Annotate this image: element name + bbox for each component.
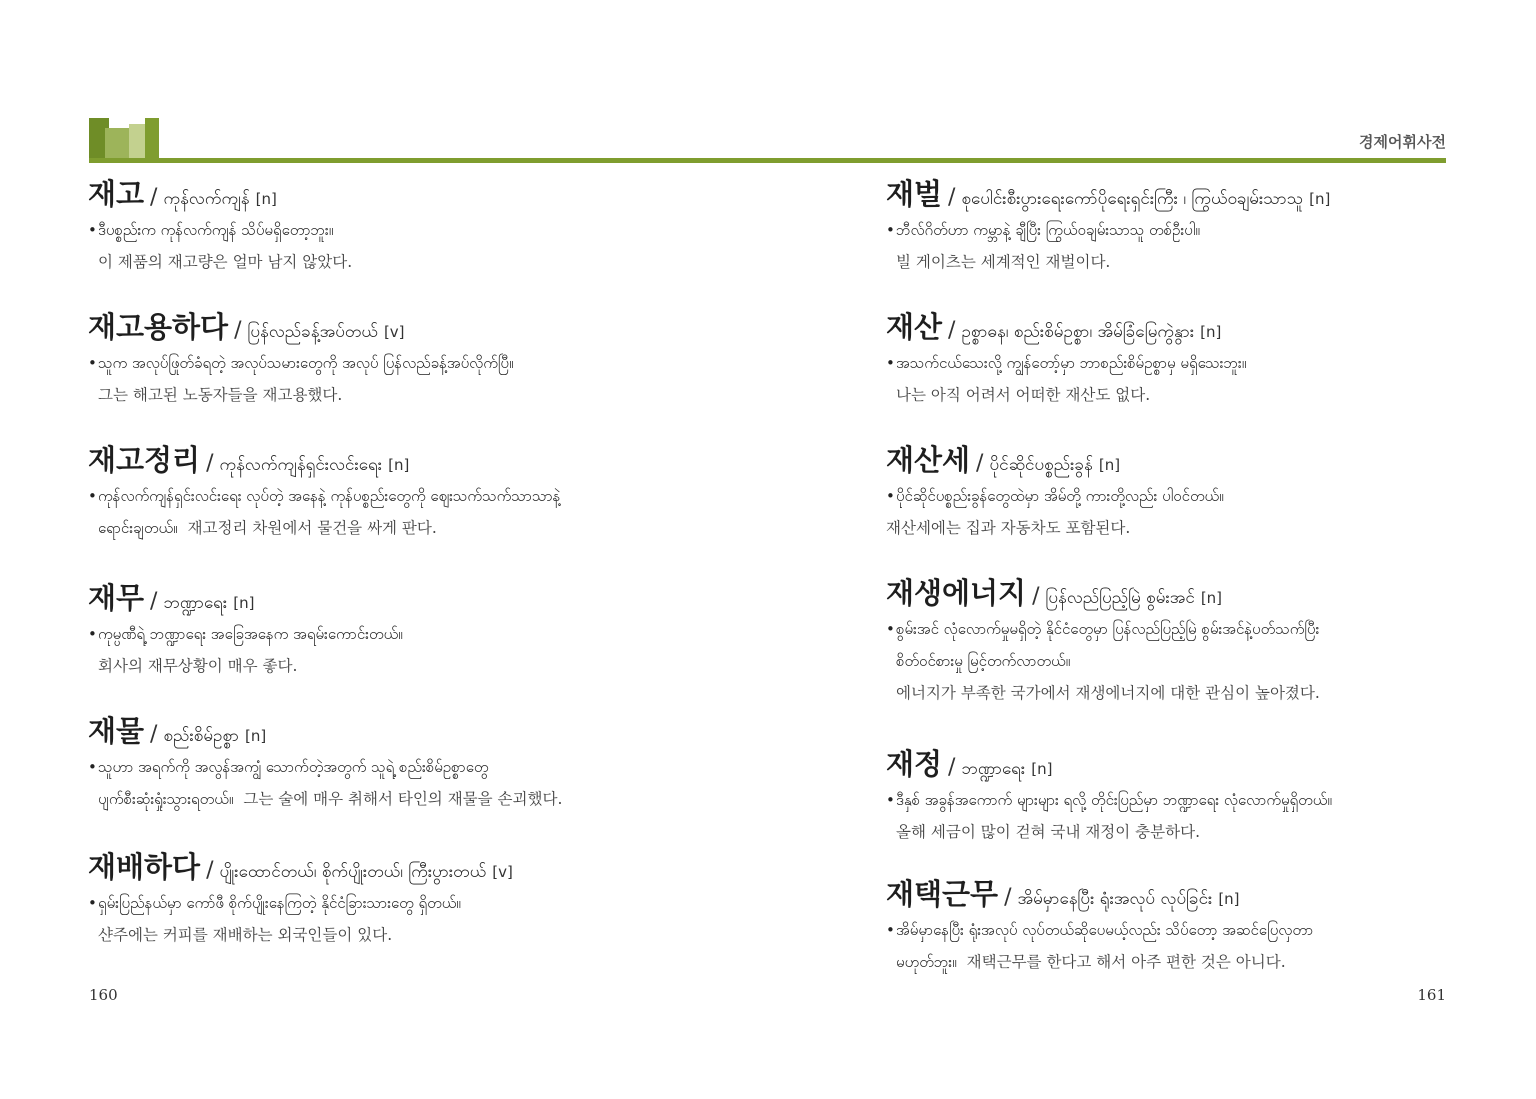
headword: 재물 xyxy=(88,714,145,748)
dictionary-entry xyxy=(88,440,768,544)
entry-headline xyxy=(88,711,768,751)
translation: ကုန်လက်ကျန် xyxy=(163,189,250,209)
example-burmese: •ကုန်လက်ကျန်ရှင်းလင်းရေး လုပ်တဲ့ အနေနဲ့ ကုန်ပစ္စည်းတွေကို ဈေးသက်သက်သာသာနဲ့ xyxy=(88,480,768,512)
entry-headline xyxy=(88,847,768,887)
entry-headline xyxy=(886,744,1536,784)
separator: / xyxy=(206,858,214,883)
dictionary-entry xyxy=(886,307,1536,411)
deco-block xyxy=(105,128,131,160)
bullet: • xyxy=(886,354,895,372)
separator: / xyxy=(948,318,956,343)
part-of-speech: [n] xyxy=(255,190,277,208)
example-korean: 재산세에는 집과 자동차도 포함된다. xyxy=(886,519,1131,537)
part-of-speech: [v] xyxy=(492,863,513,881)
separator: / xyxy=(948,185,956,210)
entry-headline xyxy=(886,573,1536,613)
entry-headline xyxy=(88,578,768,618)
translation: ပြန်လည်ခန့်အပ်တယ် xyxy=(247,322,378,342)
dictionary-entry xyxy=(886,573,1536,709)
translation: ပိုင်ဆိုင်ပစ္စည်းခွန် xyxy=(989,455,1093,475)
entry-headline xyxy=(88,174,768,214)
dictionary-entry xyxy=(88,578,768,682)
example-korean: 에너지가 부족한 국가에서 재생에너지에 대한 관심이 높아졌다. xyxy=(896,684,1320,702)
part-of-speech: [v] xyxy=(383,323,405,341)
translation: ပျိုးထောင်တယ်၊ စိုက်ပျိုးတယ်၊ ကြီးပွားတယ် xyxy=(219,862,487,882)
example-burmese: •စွမ်းအင် လုံလောက်မှုမရှိတဲ့ နိုင်ငံတွေမှာ ပြန်လည်ပြည့်မြဲ စွမ်းအင်နဲ့ပတ်သက်ပြီး xyxy=(886,613,1536,645)
headword: 재고정리 xyxy=(88,443,201,477)
example-burmese: •ဒီနှစ် အခွန်အကောက် များများ ရလို့ တိုင်းပြည်မှာ ဘဏ္ဍာရေး လုံလောက်မှုရှိတယ်။ xyxy=(886,784,1536,816)
part-of-speech: [n] xyxy=(233,594,255,612)
entry-headline xyxy=(886,174,1536,214)
separator: / xyxy=(1032,584,1040,609)
headword: 재벌 xyxy=(886,177,943,211)
example-burmese: •ဘီလ်ဂိတ်ဟာ ကမ္ဘာနဲ့ ချီပြီး ကြွယ်ဝချမ်းသာသူ တစ်ဦးပါ။ xyxy=(886,214,1536,246)
translation: စုပေါင်းစီးပွားရေးကော်ပိုရေးရှင်းကြီး ၊ ကြွယ်ဝချမ်းသာသူ xyxy=(961,189,1304,209)
dictionary-entry xyxy=(886,440,1536,544)
example-burmese: •ပိုင်ဆိုင်ပစ္စည်းခွန်တွေထဲမှာ အိမ်တို့ ကားတို့လည်း ပါဝင်တယ်။ xyxy=(886,480,1536,512)
part-of-speech: [n] xyxy=(1218,890,1240,908)
bullet: • xyxy=(886,791,895,809)
dictionary-entry xyxy=(886,174,1536,278)
separator: / xyxy=(150,722,158,747)
example-korean: 그는 술에 매우 취해서 타인의 재물을 손괴했다. xyxy=(243,790,563,808)
bullet: • xyxy=(886,620,895,638)
translation: ပြန်လည်ပြည့်မြဲ စွမ်းအင် xyxy=(1045,588,1195,608)
translation: စည်းစိမ်ဥစ္စာ xyxy=(163,726,240,746)
translation: ဘဏ္ဍာရေး xyxy=(163,593,228,613)
dictionary-entry xyxy=(88,847,768,951)
part-of-speech: [n] xyxy=(388,456,410,474)
entry-headline xyxy=(886,307,1536,347)
example-burmese-continued: ရောင်းချတယ်။ 재고정리 차원에서 물건을 싸게 판다. xyxy=(98,519,437,537)
page-number-left: 160 xyxy=(89,986,118,1004)
separator: / xyxy=(206,451,214,476)
bullet: • xyxy=(886,221,895,239)
deco-block xyxy=(145,118,159,160)
example-korean: 그는 해고된 노동자들을 재고용했다. xyxy=(98,386,343,404)
part-of-speech: [n] xyxy=(245,727,267,745)
translation: အိမ်မှာနေပြီး ရုံးအလုပ် လုပ်ခြင်း xyxy=(1017,889,1213,909)
separator: / xyxy=(150,185,158,210)
example-burmese: •ကုမ္ပဏီရဲ့ ဘဏ္ဍာရေး အခြေအနေက အရမ်းကောင်းတယ်။ xyxy=(88,618,768,650)
dictionary-entry xyxy=(88,711,768,815)
separator: / xyxy=(234,318,242,343)
example-burmese-continued: ပျက်စီးဆုံးရှုံးသွားရတယ်။ 그는 술에 매우 취해서 타인의 재물을 손괴했다. xyxy=(98,790,563,808)
example-korean: 이 제품의 재고량은 얼마 남지 않았다. xyxy=(98,253,353,271)
bullet: • xyxy=(88,758,97,776)
example-burmese-continued: မဟုတ်ဘူး။ 재택근무를 한다고 해서 아주 편한 것은 아니다. xyxy=(896,953,1286,971)
translation: ကုန်လက်ကျန်ရှင်းလင်းရေး xyxy=(219,455,383,475)
example-burmese-continued: စိတ်ဝင်စားမှု မြင့်တက်လာတယ်။ xyxy=(896,652,1071,670)
book-title: 경제어휘사전 xyxy=(1359,133,1446,151)
example-korean: 올해 세금이 많이 걷혀 국내 재정이 충분하다. xyxy=(896,823,1201,841)
separator: / xyxy=(976,451,984,476)
example-burmese: •သူဟာ အရက်ကို အလွန်အကျွံ သောက်တဲ့အတွက် သူရဲ့ စည်းစိမ်ဥစ္စာတွေ xyxy=(88,751,768,783)
example-korean: 빌 게이츠는 세계적인 재벌이다. xyxy=(896,253,1111,271)
header-rule xyxy=(89,158,1446,163)
example-burmese: •အိမ်မှာနေပြီး ရုံးအလုပ် လုပ်တယ်ဆိုပေမယ့်လည်း သိပ်တော့ အဆင်ပြေလှတာ xyxy=(886,914,1536,946)
example-burmese: •ရှမ်းပြည်နယ်မှာ ကော်ဖီ စိုက်ပျိုးနေကြတဲ့ နိုင်ငံခြားသားတွေ ရှိတယ်။ xyxy=(88,887,768,919)
headword: 재산세 xyxy=(886,443,971,477)
part-of-speech: [n] xyxy=(1098,456,1121,474)
example-korean: 회사의 재무상황이 매우 좋다. xyxy=(98,657,298,675)
part-of-speech: [n] xyxy=(1031,760,1053,778)
example-burmese: •ဒီပစ္စည်းက ကုန်လက်ကျန် သိပ်မရှိတော့ဘူး။ xyxy=(88,214,768,246)
bullet: • xyxy=(88,625,97,643)
separator: / xyxy=(1004,885,1012,910)
part-of-speech: [n] xyxy=(1200,589,1223,607)
example-korean: 재고정리 차원에서 물건을 싸게 판다. xyxy=(187,519,437,537)
dictionary-entry xyxy=(88,174,768,278)
bullet: • xyxy=(88,487,97,505)
headword: 재산 xyxy=(886,310,943,344)
entry-headline xyxy=(886,440,1536,480)
bullet: • xyxy=(88,354,97,372)
example-burmese: •သူက အလုပ်ဖြုတ်ခံရတဲ့ အလုပ်သမားတွေကို အလုပ် ပြန်လည်ခန့်အပ်လိုက်ပြီ။ xyxy=(88,347,768,379)
part-of-speech: [n] xyxy=(1309,190,1331,208)
example-korean: 나는 아직 어려서 어떠한 재산도 없다. xyxy=(896,386,1151,404)
entry-headline xyxy=(886,874,1536,914)
bullet: • xyxy=(886,487,895,505)
headword: 재택근무 xyxy=(886,877,999,911)
bullet: • xyxy=(88,221,97,239)
headword: 재무 xyxy=(88,581,145,615)
dictionary-entry xyxy=(886,744,1536,848)
translation: ဘဏ္ဍာရေး xyxy=(961,759,1026,779)
translation: ဥစ္စာဓန၊ စည်းစိမ်ဥစ္စာ၊ အိမ်ခြံမြေကွဲနွား xyxy=(961,322,1195,342)
headword: 재배하다 xyxy=(88,850,201,884)
entry-headline xyxy=(88,307,768,347)
headword: 재정 xyxy=(886,747,943,781)
example-burmese: •အသက်ငယ်သေးလို့ ကျွန်တော့်မှာ ဘာစည်းစိမ်ဥစ္စာမှ မရှိသေးဘူး။ xyxy=(886,347,1536,379)
bullet: • xyxy=(886,921,895,939)
bullet: • xyxy=(88,894,97,912)
part-of-speech: [n] xyxy=(1200,323,1222,341)
page-number-right: 161 xyxy=(1417,986,1446,1004)
dictionary-entry xyxy=(886,874,1536,978)
example-korean: 재택근무를 한다고 해서 아주 편한 것은 아니다. xyxy=(966,953,1286,971)
dictionary-entry xyxy=(88,307,768,411)
separator: / xyxy=(948,755,956,780)
headword: 재생에너지 xyxy=(886,576,1027,610)
headword: 재고용하다 xyxy=(88,310,229,344)
header-decoration xyxy=(89,118,161,160)
entry-headline xyxy=(88,440,768,480)
separator: / xyxy=(150,589,158,614)
headword: 재고 xyxy=(88,177,145,211)
example-korean: 샨주에는 커피를 재배하는 외국인들이 있다. xyxy=(98,926,393,944)
